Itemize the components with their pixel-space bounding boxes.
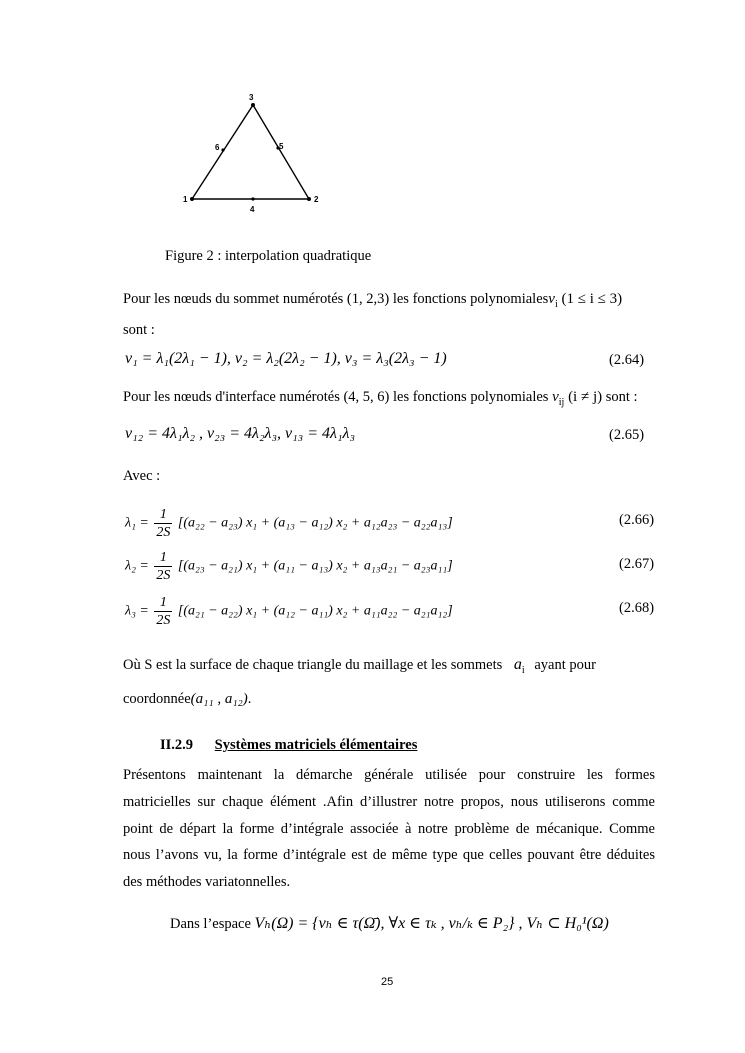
eq267-num: 1 [154,549,172,567]
para2-math-sub: ij [558,397,565,408]
para3-text: Où S est la surface de chaque triangle du maillage et les sommets [123,657,503,673]
eq267-fraction [154,549,172,584]
para1-math-sub: i [554,299,558,310]
page-number: 25 [381,976,394,988]
triangle-figure [170,88,330,218]
equation-2-68 [125,594,453,629]
eq266-lhs: λ₁ = [125,515,149,531]
para3-a: a [513,656,522,673]
node-label-5: 5 [279,142,284,151]
eq268-den: 2S [156,613,171,628]
eq268-fraction [154,594,172,629]
eq267-lhs: λ₂ = [125,558,149,574]
space-formula: Vₕ(Ω) = {vₕ ∈ τ(Ω̄), ∀x ∈ τₖ , vₕ/ₖ ∈ P₂} , Vₕ ⊂ H₀¹(Ω) [254,915,609,932]
node-label-6: 6 [215,143,220,152]
eq267-den: 2S [156,568,171,583]
para1-cond: (1 ≤ i ≤ 3) [561,291,623,307]
para1-text [123,290,622,314]
node-label-4: 4 [250,205,255,214]
para3-line2 [123,690,251,708]
node-label-1: 1 [183,195,188,204]
eq268-body: [(a₂₁ − a₂₂) x₁ + (a₁₂ − a₁₁) x₂ + a₁₁a₂₂ − a₂₁a₁₂] [177,603,453,619]
avec-label: Avec : [123,468,161,484]
para3-period: . [247,691,252,707]
node-label-2: 2 [314,195,319,204]
node-1 [190,197,194,201]
para3-line1-end: ayant pour [534,657,596,673]
node-label-3: 3 [249,93,254,102]
triangle-shape [192,105,309,199]
para3-line1 [123,656,657,680]
para1-math: v [548,291,555,307]
body-line-4: nous l’avons vu, la forme d’intégrale est de même type que celles pouvant être déduites [123,847,655,863]
body-line-5: des méthodes variatonnelles. [123,874,291,890]
equation-2-68-number: (2.68) [619,600,655,616]
node-4 [251,197,254,200]
section-heading [160,736,417,754]
equation-2-66 [125,506,453,541]
para3-a-sub: i [521,665,525,677]
eq268-lhs: λ₃ = [125,603,149,619]
equation-2-66-number: (2.66) [619,512,655,528]
para3-coord: (a₁₁ , a₁₂) [190,691,248,707]
section-title: Systèmes matriciels élémentaires [214,737,418,753]
para1-body: Pour les nœuds du sommet numérotés (1, 2,3) les fonctions polynomiales [123,291,549,307]
eq266-fraction [154,506,172,541]
eq266-den: 2S [156,525,171,540]
eq268-num: 1 [154,594,172,612]
equation-2-64: v₁ = λ₁(2λ₁ − 1), v₂ = λ₂(2λ₂ − 1), v₃ = λ₃(2λ₃ − 1) [125,350,447,367]
figure-caption: Figure 2 : interpolation quadratique [165,248,372,264]
body-line-3: point de départ la forme d’intégrale associée à notre problème de mécanique. Comme [123,821,655,837]
equation-2-65: v₁₂ = 4λ₁λ₂ , v₂₃ = 4λ₂λ₃, v₁₃ = 4λ₁λ₃ [125,425,356,442]
para3-coord-label: coordonnée [123,691,191,707]
equation-2-67-number: (2.67) [619,556,655,572]
para2-cond: (i ≠ j) [568,389,603,405]
para2-body: Pour les nœuds d'interface numérotés (4, 5, 6) les fonctions polynomiales [123,389,549,405]
para2-end: sont : [605,389,638,405]
node-6 [221,148,224,151]
body-line-2: matricielles sur chaque élément .Afin d’illustrer notre propos, nous utiliserons comme [123,794,655,810]
space-definition [170,915,609,933]
space-prefix: Dans l’espace [170,916,251,932]
eq267-body: [(a₂₃ − a₂₁) x₁ + (a₁₁ − a₁₃) x₂ + a₁₃a₂₁ − a₂₃a₁₁] [177,558,453,574]
para1-end: sont : [123,322,155,338]
eq266-body: [(a₂₂ − a₂₃) x₁ + (a₁₃ − a₁₂) x₂ + a₁₂a₂₃ − a₂₂a₁₃] [177,515,453,531]
equation-2-64-number: (2.64) [609,352,645,368]
equation-2-65-number: (2.65) [609,427,645,443]
node-3 [251,103,255,107]
equation-2-67 [125,549,453,584]
body-line-1: Présentons maintenant la démarche générale utilisée pour construire les formes [123,767,655,783]
section-number: II.2.9 [160,737,194,753]
para2-math: v [552,389,559,405]
node-2 [307,197,311,201]
eq266-num: 1 [154,506,172,524]
para2-text [123,388,638,412]
